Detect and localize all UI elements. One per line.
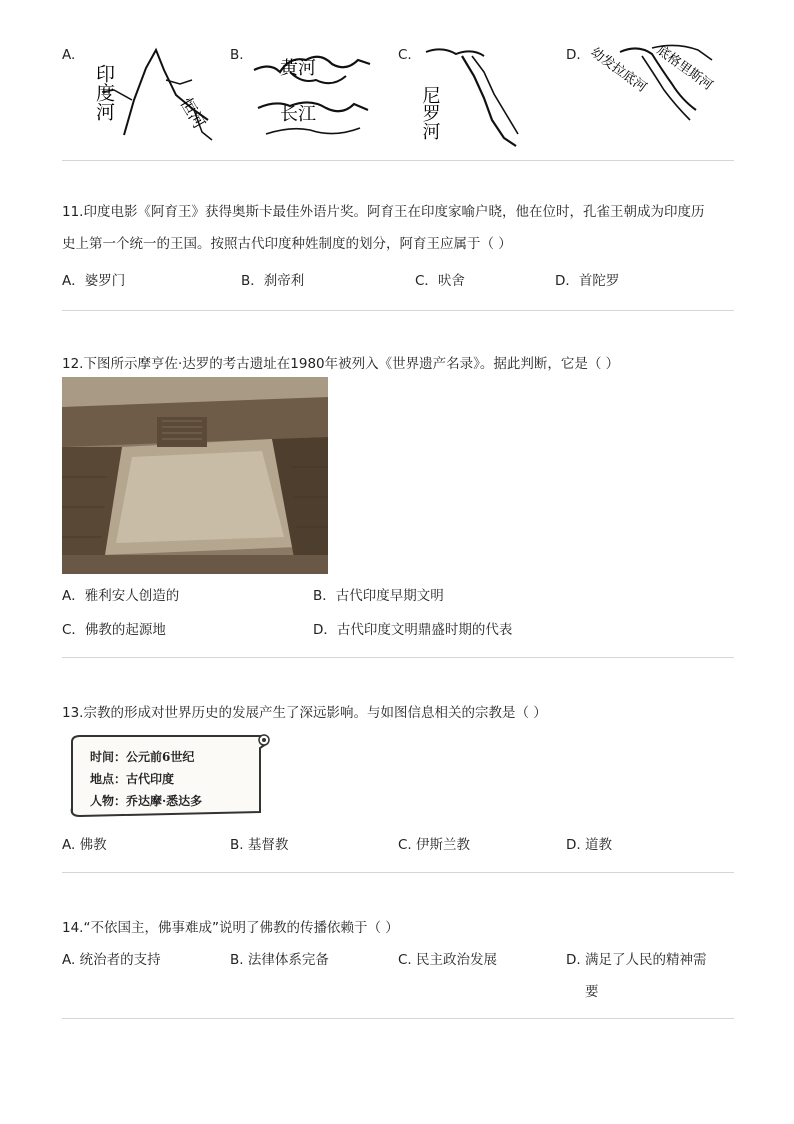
map-label-yangtze: 长江: [280, 104, 316, 125]
map-mesopotamia: [586, 40, 726, 132]
q11-option-c[interactable]: C．吠舍: [415, 273, 465, 289]
map-indus-ganges: [84, 40, 214, 148]
divider: [62, 310, 734, 311]
scroll-line-person: 人物：乔达摩·悉达多: [90, 794, 203, 808]
q13-stem: 13.宗教的形成对世界历史的发展产生了深远影响。与如图信息相关的宗教是（ ）: [62, 705, 547, 721]
map-label-tigris: 底格里斯河: [653, 43, 716, 94]
q13-option-c[interactable]: C. 伊斯兰教: [398, 837, 471, 853]
q14-stem: 14.“不依国主，佛事难成”说明了佛教的传播依赖于（ ）: [62, 920, 399, 936]
q11-option-d[interactable]: D．首陀罗: [555, 273, 620, 289]
q10-option-b-letter[interactable]: B.: [230, 47, 244, 63]
q13-option-a[interactable]: A. 佛教: [62, 837, 107, 853]
q14-option-d-wrap: 要: [585, 984, 599, 1000]
q11-stem-line1: 11.印度电影《阿育王》获得奥斯卡最佳外语片奖。阿育王在印度家喻户晓，他在位时，孔雀王朝成为印度历: [62, 204, 705, 220]
q11-stem: [62, 196, 734, 260]
map-yellow-yangtze: [250, 42, 374, 138]
divider: [62, 657, 734, 658]
q12-stem: 12.下图所示摩亨佐·达罗的考古遗址在1980年被列入《世界遗产名录》。据此判断，它是（ ）: [62, 356, 620, 372]
divider: [62, 1018, 734, 1019]
map-label-ganges: 恒河: [176, 94, 209, 132]
q10-option-d-letter[interactable]: D.: [566, 47, 581, 63]
q14-option-d[interactable]: D. 满足了人民的精神需: [566, 952, 707, 968]
map-label-indus-1: 印度河: [93, 64, 115, 121]
q11-option-a[interactable]: A．婆罗门: [62, 273, 126, 289]
q13-option-b[interactable]: B. 基督教: [230, 837, 289, 853]
q11-stem-line2: 史上第一个统一的王国。按照古代印度种姓制度的划分，阿育王应属于（ ）: [62, 236, 512, 252]
map-label-nile: 尼罗河: [419, 86, 441, 140]
q14-option-b[interactable]: B. 法律体系完备: [230, 952, 329, 968]
map-nile: [419, 42, 526, 152]
q10-option-c-letter[interactable]: C.: [398, 47, 412, 63]
scroll-line-time: 时间：公元前6世纪: [90, 750, 195, 764]
q12-option-a[interactable]: A．雅利安人创造的: [62, 588, 180, 604]
divider: [62, 160, 734, 161]
q12-option-c[interactable]: C．佛教的起源地: [62, 622, 166, 638]
q10-option-a-letter[interactable]: A.: [62, 47, 76, 63]
map-label-euphrates: 幼发拉底河: [587, 45, 650, 96]
mohenjo-daro-photo: [62, 377, 328, 574]
q14-option-c[interactable]: C. 民主政治发展: [398, 952, 498, 968]
scroll-card: [64, 732, 270, 820]
q13-option-d[interactable]: D. 道教: [566, 837, 612, 853]
q14-option-a[interactable]: A. 统治者的支持: [62, 952, 161, 968]
q12-option-d[interactable]: D．古代印度文明鼎盛时期的代表: [313, 622, 513, 638]
q11-option-b[interactable]: B．刹帝利: [241, 273, 305, 289]
divider: [62, 872, 734, 873]
q12-option-b[interactable]: B．古代印度早期文明: [313, 588, 444, 604]
map-label-yellow: 黄河: [280, 58, 316, 79]
scroll-line-place: 地点：古代印度: [90, 772, 175, 786]
